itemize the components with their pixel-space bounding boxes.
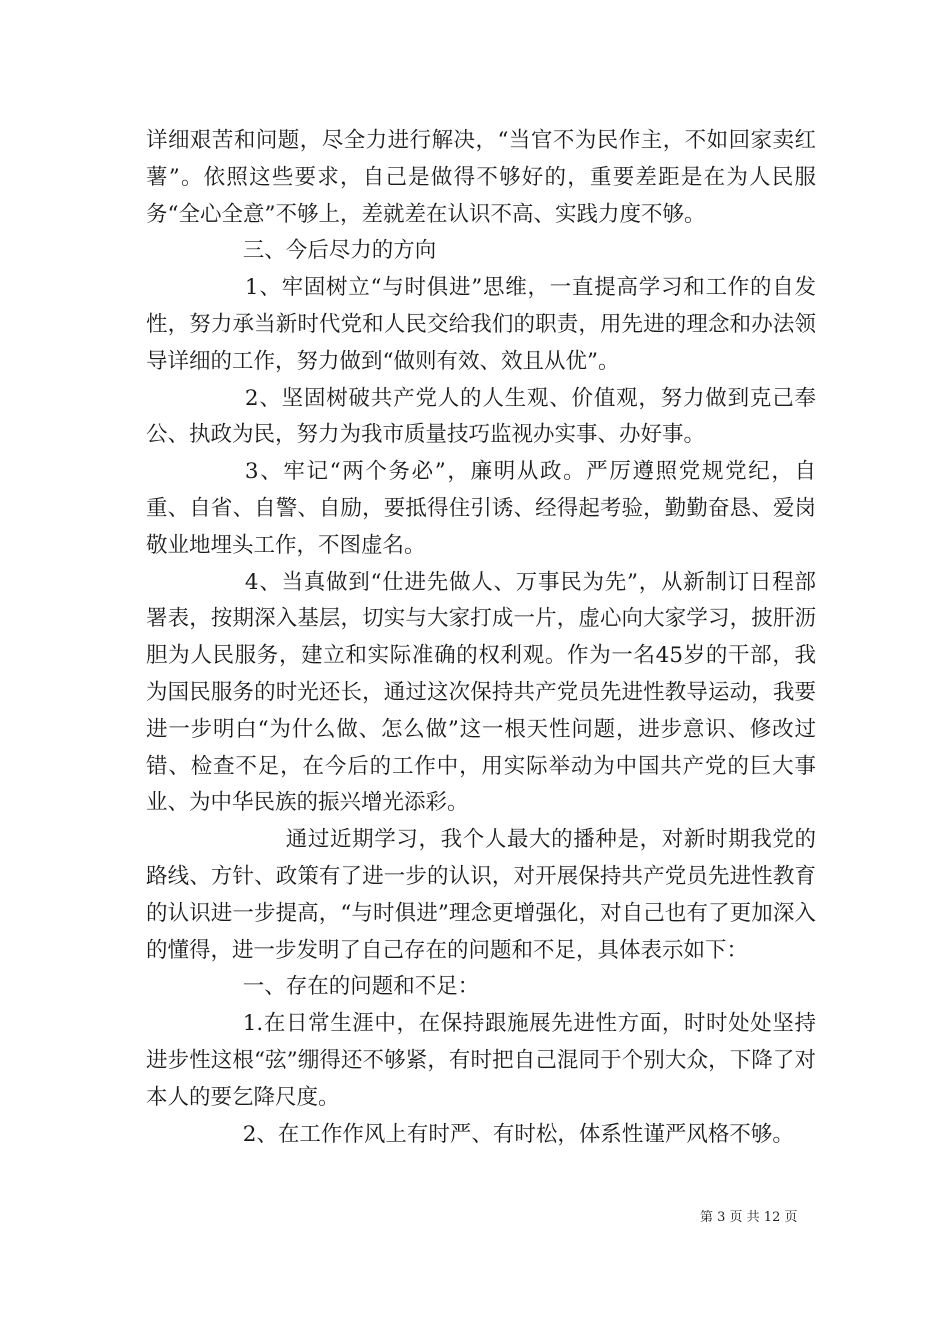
paragraph-continuation: 详细艰苦和问题，尽全力进行解决，“当官不为民作主，不如回家卖红薯”。依照这些要求，自己是做得不够好的，重要差距是在为人民服务“全心全意”不够上，差就差在认识不高、实践力度不够。 bbox=[146, 128, 816, 227]
paragraph-study-summary: 通过近期学习，我个人最大的播种是，对新时期我党的路线、方针、政策有了进一步的认识，对开展保持共产党员先进性教育的认识进一步提高，“与时俱进”理念更增强化，对自己也有了更加深入的懂得，进一步发明了自己存在的问题和不足，具体表示如下： bbox=[146, 827, 816, 963]
paragraph-item-3: 3、牢记“两个务必”，廉明从政。严厉遵照党规党纪，自重、自省、自警、自励，要抵得住引诱、经得起考验，勤勤奋恳、爱岗敬业地埋头工作，不图虚名。 bbox=[146, 459, 816, 558]
document-body bbox=[146, 123, 816, 1153]
section-heading-problems: 一、存在的问题和不足： bbox=[242, 974, 480, 1000]
paragraph-problem-1: 1.在日常生涯中，在保持跟施展先进性方面，时时处处坚持进步性这根“弦”绷得还不够紧，有时把自己混同于个别大众，下降了对本人的要乞降尺度。 bbox=[146, 1011, 816, 1110]
paragraph-item-2: 2、坚固树破共产党人的人生观、价值观，努力做到克己奉公、执政为民，努力为我市质量技巧监视办实事、办好事。 bbox=[146, 385, 816, 448]
section-heading-future-direction: 三、今后尽力的方向 bbox=[242, 238, 437, 264]
paragraph-item-1: 1、牢固树立“与时俱进”思维，一直提高学习和工作的自发性，努力承当新时代党和人民交给我们的职责，用先进的理念和办法领导详细的工作，努力做到“做则有效、效且从优”。 bbox=[146, 275, 816, 374]
page-number-footer: 第 3 页 共 12 页 bbox=[700, 1210, 798, 1225]
paragraph-problem-2: 2、在工作作风上有时严、有时松，体系性谨严风格不够。 bbox=[242, 1121, 794, 1147]
paragraph-item-4: 4、当真做到“仕进先做人、万事民为先”，从新制订日程部署表，按期深入基层，切实与大家打成一片，虚心向大家学习，披肝沥胆为人民服务，建立和实际准确的权利观。作为一名45岁的干部，我为国民服务的时光还长，通过这次保持共产党员先进性教导运动，我要进一步明白“为什么做、怎么做”这一根天性问题，进步意识、修改过错、检查不足，在今后的工作中，用实际举动为中国共产党的巨大事业、为中华民族的振兴增光添彩。 bbox=[146, 569, 816, 816]
